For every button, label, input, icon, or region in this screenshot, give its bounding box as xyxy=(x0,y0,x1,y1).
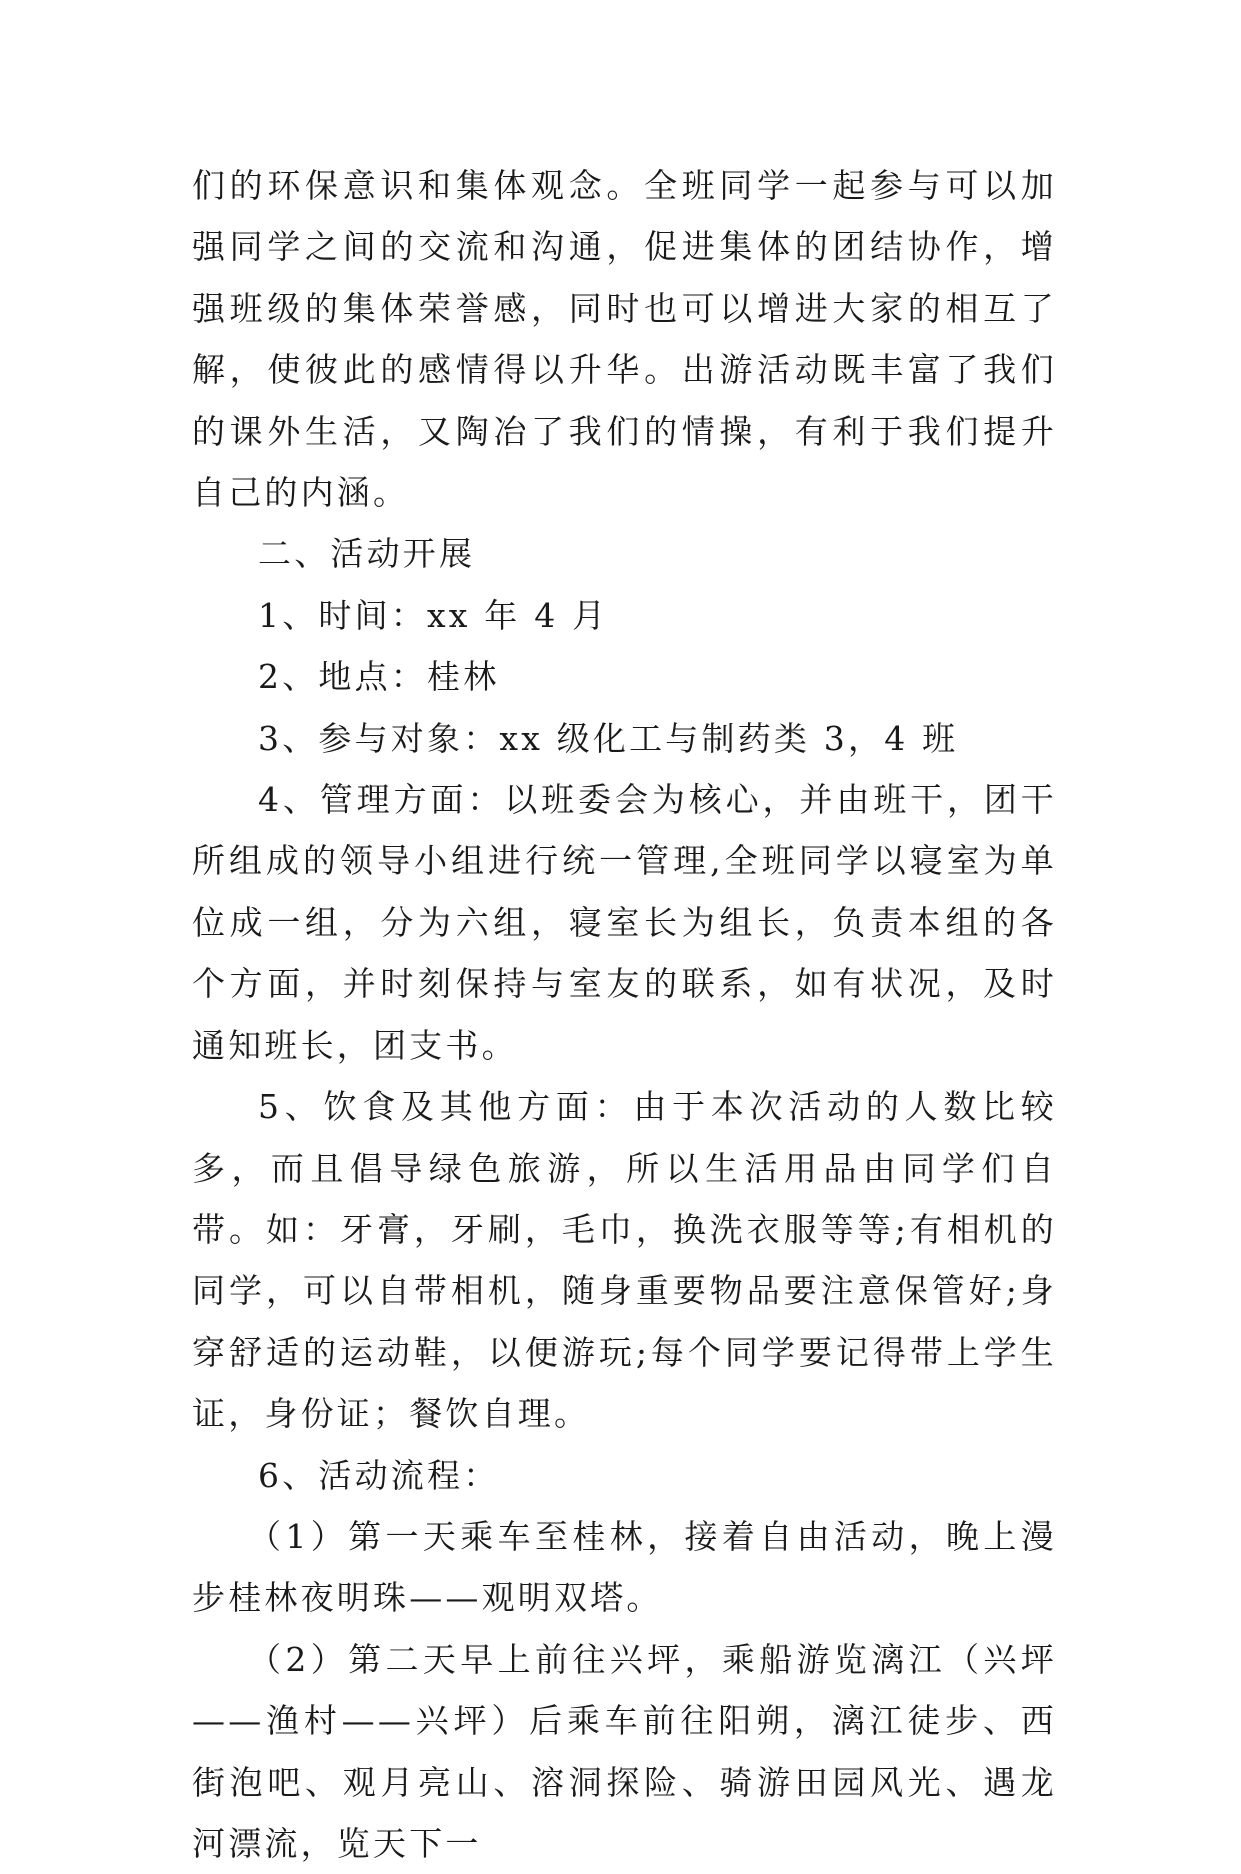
document-body xyxy=(192,155,1057,1874)
item-participants: 3、参与对象：xx 级化工与制药类 3，4 班 xyxy=(258,718,959,758)
section-heading-activity: 二、活动开展 xyxy=(258,534,476,574)
item-management: 4、管理方面：以班委会为核心，并由班干，团干所组成的领导小组进行统一管理,全班同学以寝室为单位成一组，分为六组，寝室长为组长，负责本组的各个方面，并时刻保持与室友的联系，如有状况，及时通知班长，团支书。 xyxy=(192,780,1057,1065)
item-activity-process: 6、活动流程： xyxy=(258,1455,500,1495)
item-time: 1、时间：xx 年 4 月 xyxy=(258,595,609,635)
item-food-and-other: 5、饮食及其他方面：由于本次活动的人数比较多，而且倡导绿色旅游，所以生活用品由同学们自带。如：牙膏，牙刷，毛巾，换洗衣服等等;有相机的同学，可以自带相机，随身重要物品要注意保管好;身穿舒适的运动鞋，以便游玩;每个同学要记得带上学生证，身份证；餐饮自理。 xyxy=(192,1087,1057,1434)
process-day-two: （2）第二天早上前往兴坪，乘船游览漓江（兴坪——渔村——兴坪）后乘车前往阳朔，漓江徒步、西街泡吧、观月亮山、溶洞探险、骑游田园风光、遇龙河漂流，览天下一 xyxy=(192,1639,1057,1863)
paragraph-intro-continuation: 们的环保意识和集体观念。全班同学一起参与可以加强同学之间的交流和沟通，促进集体的团结协作，增强班级的集体荣誉感，同时也可以增进大家的相互了解，使彼此的感情得以升华。出游活动既丰富了我们的课外生活，又陶冶了我们的情操，有利于我们提升自己的内涵。 xyxy=(192,166,1057,513)
process-day-one: （1）第一天乘车至桂林，接着自由活动，晚上漫步桂林夜明珠——观明双塔。 xyxy=(192,1516,1057,1618)
item-location: 2、地点：桂林 xyxy=(258,657,500,697)
